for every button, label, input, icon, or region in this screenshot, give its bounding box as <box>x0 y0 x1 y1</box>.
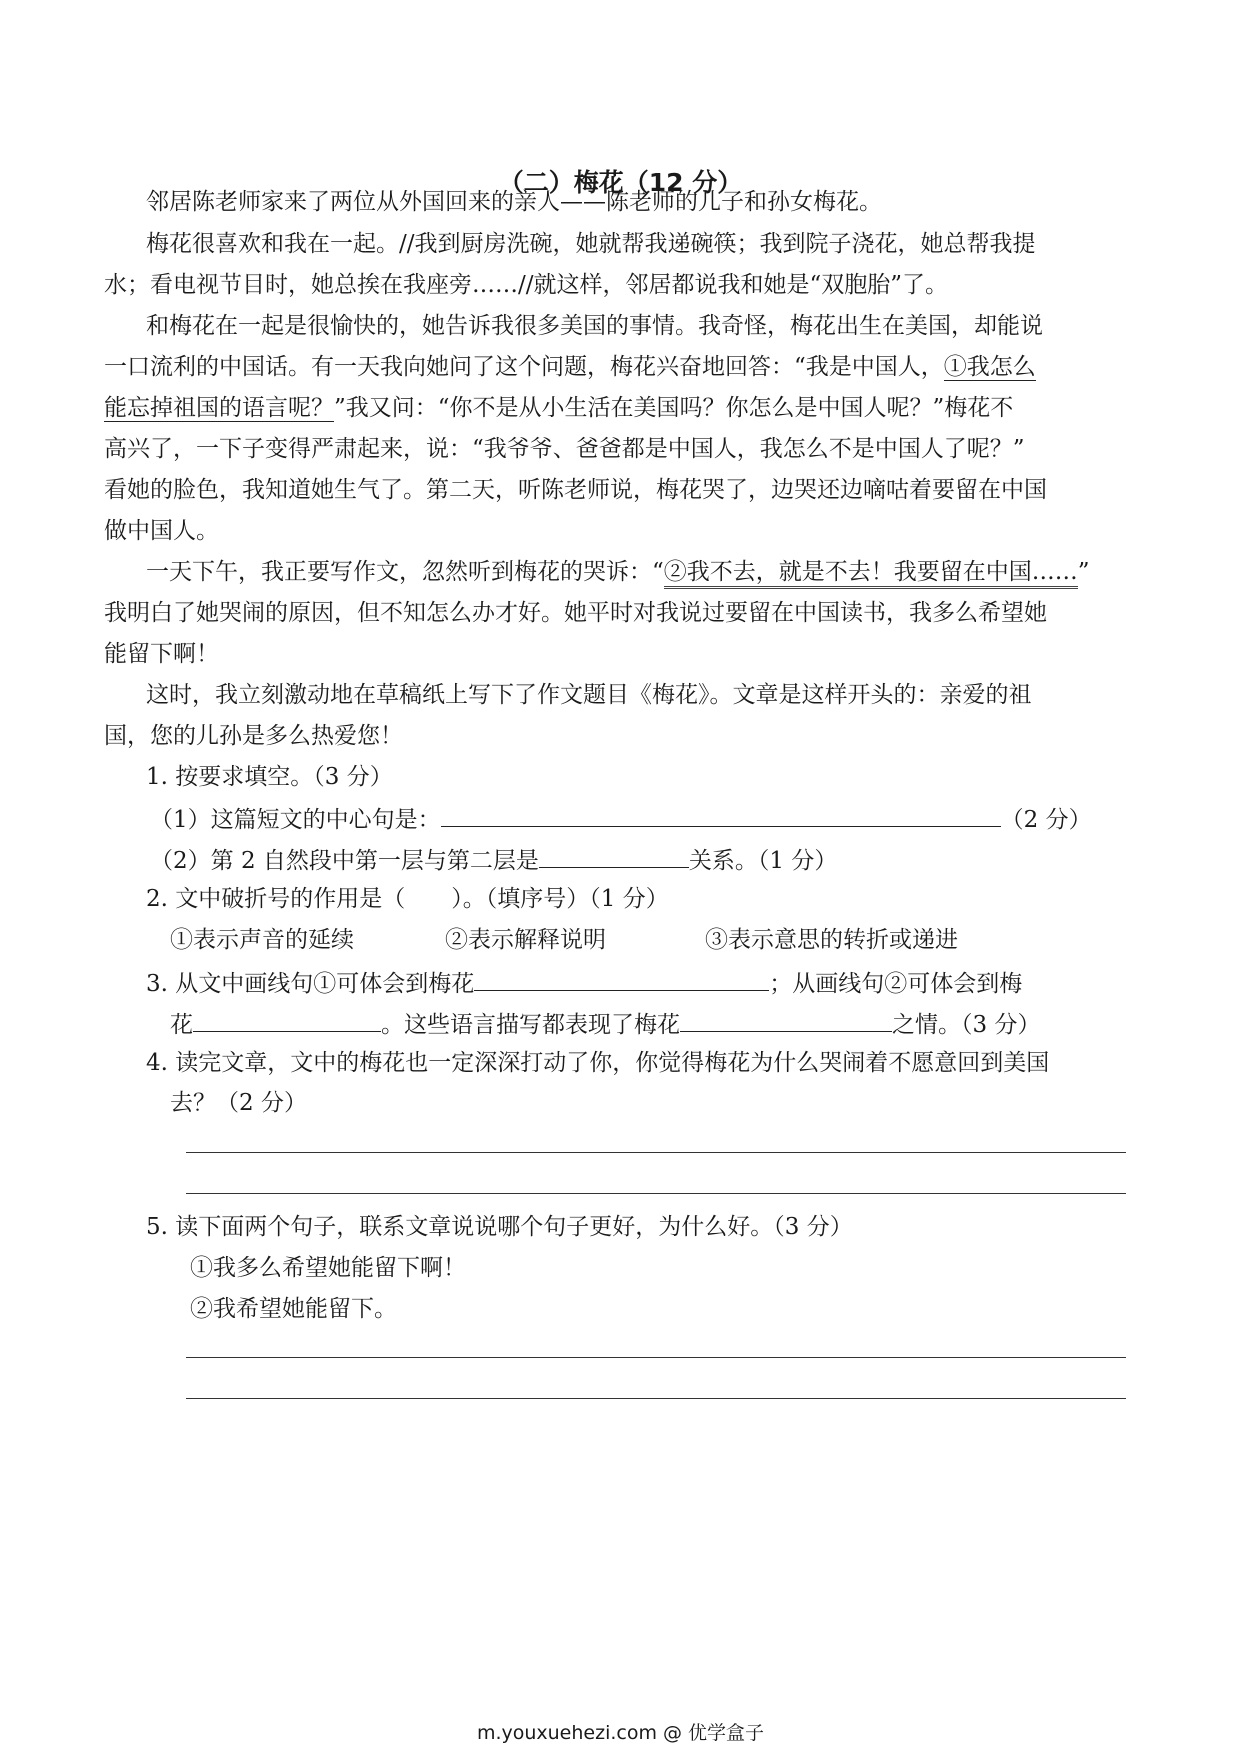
question-4-line-2: 去？（2 分） <box>170 1090 307 1116</box>
underlined-sentence-2: ②我不去，就是不去！我要留在中国…… <box>664 559 1078 589</box>
passage-paragraph-3-line-3 <box>104 393 1013 423</box>
question-2-option-1: ①表示声音的延续 <box>170 927 354 953</box>
footer-watermark: m.youxuehezi.com @ 优学盒子 <box>476 1722 765 1744</box>
passage-text: 一天下午，我正要写作文，忽然听到梅花的哭诉：“ <box>146 559 664 585</box>
passage-paragraph-3-line-6: 做中国人。 <box>104 518 219 544</box>
underlined-sentence-1: ①我怎么 <box>943 354 1036 380</box>
question-text: 之情。（3 分） <box>892 1012 1041 1038</box>
passage-paragraph-3-line-1: 和梅花在一起是很愉快的，她告诉我很多美国的事情。我奇怪，梅花出生在美国，却能说 <box>146 313 1043 339</box>
passage-paragraph-3-line-4: 高兴了，一下子变得严肃起来，说：“我爷爷、爸爸都是中国人，我怎么不是中国人了呢？” <box>104 436 1025 462</box>
passage-paragraph-4-line-3: 能留下啊！ <box>104 641 219 667</box>
question-text: 关系。（1 分） <box>688 848 838 874</box>
passage-paragraph-5-line-1: 这时，我立刻激动地在草稿纸上写下了作文题目《梅花》。文章是这样开头的：亲爱的祖 <box>146 682 1032 708</box>
passage-paragraph-3-line-5: 看她的脸色，我知道她生气了。第二天，听陈老师说，梅花哭了，边哭还边嘀咕着要留在中国 <box>104 477 1047 503</box>
question-text: 。这些语言描写都表现了梅花 <box>381 1012 680 1038</box>
question-2: 2. 文中破折号的作用是（ ）。（填序号）（1 分） <box>146 886 669 912</box>
section-title: （二）梅花（12 分） <box>498 168 743 197</box>
passage-paragraph-4-line-2: 我明白了她哭闹的原因，但不知怎么办才好。她平时对我说过要留在中国读书，我多么希望她 <box>104 600 1047 626</box>
question-5: 5. 读下面两个句子，联系文章说说哪个句子更好，为什么好。（3 分） <box>146 1214 853 1240</box>
question-text: （2）第 2 自然段中第一层与第二层是 <box>150 848 539 874</box>
answer-blank[interactable] <box>680 1007 892 1032</box>
question-1-1 <box>150 802 1092 835</box>
question-text: 3. 从文中画线句①可体会到梅花 <box>146 971 475 997</box>
question-3-line-2 <box>170 1007 1040 1040</box>
question-4-line-1: 4. 读完文章，文中的梅花也一定深深打动了你，你觉得梅花为什么哭闹着不愿意回到美国 <box>146 1050 1050 1076</box>
question-score: （2 分） <box>1000 807 1092 833</box>
passage-text: ” <box>1077 559 1090 585</box>
answer-line[interactable] <box>186 1398 1126 1399</box>
question-text: （1）这篇短文的中心句是： <box>150 807 441 833</box>
question-text: ；从画线句②可体会到梅 <box>769 971 1023 997</box>
answer-line[interactable] <box>186 1152 1126 1153</box>
question-2-option-2: ②表示解释说明 <box>445 927 606 953</box>
question-1: 1. 按要求填空。（3 分） <box>146 764 393 790</box>
question-5-sentence-1: ①我多么希望她能留下啊！ <box>190 1255 466 1281</box>
question-5-sentence-2: ②我希望她能留下。 <box>190 1296 397 1322</box>
passage-paragraph-1: 邻居陈老师家来了两位从外国回来的亲人——陈老师的儿子和孙女梅花。 <box>146 189 882 215</box>
passage-paragraph-3-line-2 <box>104 352 1036 382</box>
passage-paragraph-5-line-2: 国，您的儿孙是多么热爱您！ <box>104 723 403 749</box>
passage-paragraph-2-line-2: 水；看电视节目时，她总挨在我座旁……//就这样，邻居都说我和她是“双胞胎”了。 <box>104 272 949 298</box>
passage-paragraph-2-line-1: 梅花很喜欢和我在一起。//我到厨房洗碗，她就帮我递碗筷；我到院子浇花，她总帮我提 <box>146 231 1036 257</box>
answer-line[interactable] <box>186 1193 1126 1194</box>
question-2-option-3: ③表示意思的转折或递进 <box>705 927 958 953</box>
passage-paragraph-4-line-1 <box>146 557 1090 587</box>
underlined-sentence-1-cont: 能忘掉祖国的语言呢？ <box>104 395 334 421</box>
passage-text: ”我又问：“你不是从小生活在美国吗？你怎么是中国人呢？”梅花不 <box>334 395 1014 421</box>
passage-text: 一口流利的中国话。有一天我向她问了这个问题，梅花兴奋地回答：“我是中国人， <box>104 354 944 380</box>
question-1-2 <box>150 843 837 876</box>
answer-line[interactable] <box>186 1357 1126 1358</box>
answer-blank[interactable] <box>539 843 689 868</box>
question-3-line-1 <box>146 966 1022 999</box>
answer-blank[interactable] <box>441 802 1001 827</box>
question-text: 花 <box>170 1012 193 1038</box>
answer-blank[interactable] <box>474 966 769 991</box>
answer-blank[interactable] <box>193 1007 381 1032</box>
